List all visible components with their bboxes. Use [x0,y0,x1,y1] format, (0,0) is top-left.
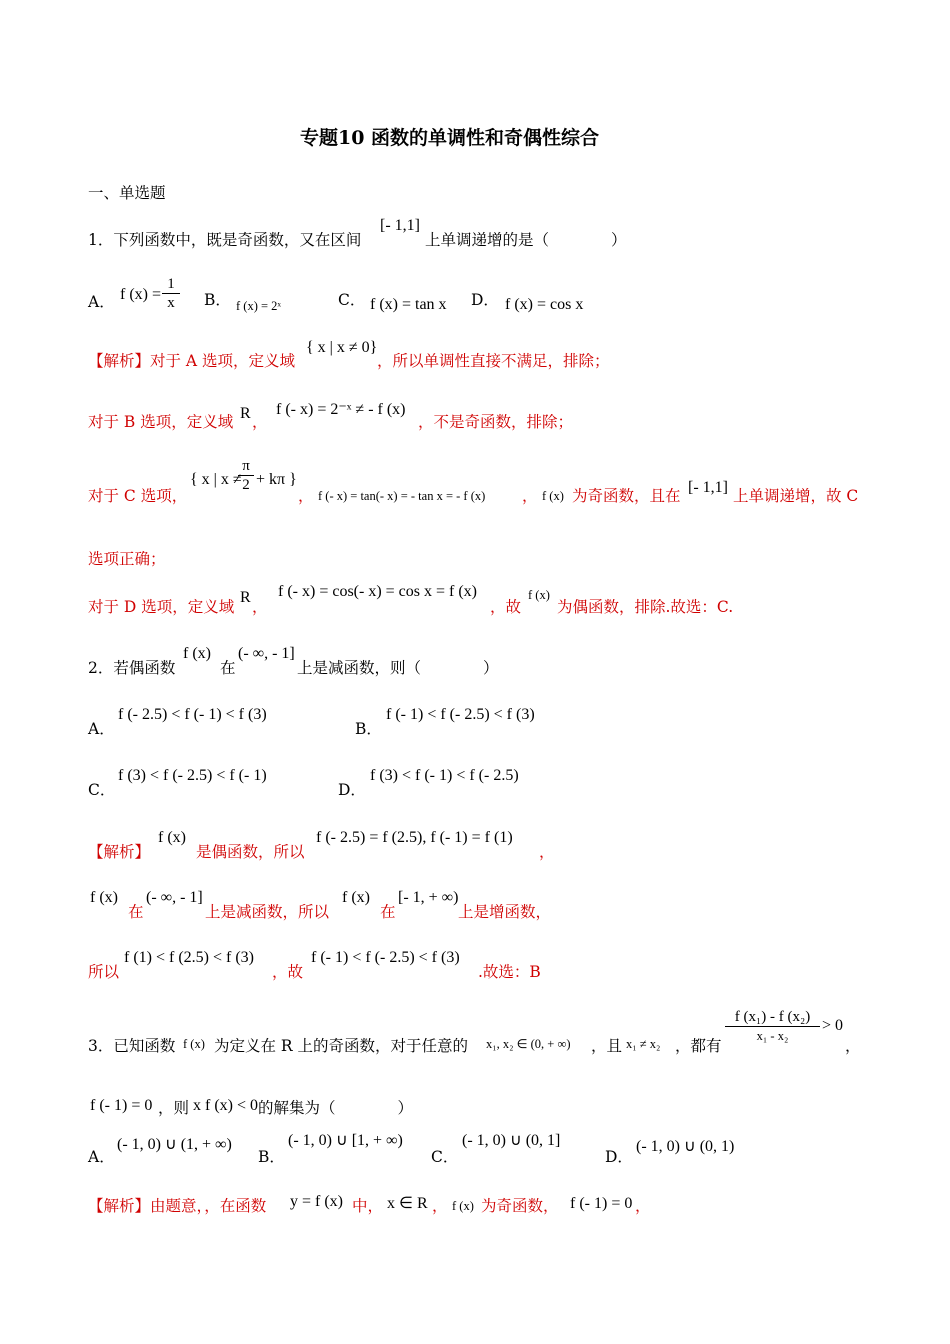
q1-analysis-c-conclusion: 选项正确； [88,550,166,568]
q2-analysis-b-zai: 在 [128,903,144,921]
q1-analysis-c-fx: f (x) [542,489,564,503]
q3-fraction-den: x₁ - x₂ [756,1029,789,1043]
q2-option-c-label: C． [88,781,116,799]
q2-analysis-b-zai2: 在 [380,903,396,921]
q3-analysis-expr2: x ∈ R [387,1195,428,1212]
q1-option-a-label: A． [88,293,115,311]
q2-analysis-tag: 【解析】 [88,843,151,861]
q1-analysis-d: 对于 D 选项，定义域 [88,598,235,616]
q1-analysis-c-pi: π [238,457,254,476]
q3-analysis-expr3: f (- 1) = 0 [570,1195,633,1212]
q1-analysis-c-expr: f (- x) = tan(- x) = - tan x = - f (x) [318,489,486,503]
q1-analysis-b-comma: ， [252,413,268,431]
q2-analysis-fx: f (x) [158,829,186,846]
q1-analysis-d-text: ，故 [490,598,522,616]
q1-analysis-c-comma2: ， [522,487,538,505]
q2-stem: 2．若偶函数 [88,659,176,677]
q3-option-c-label: C． [431,1148,459,1166]
q1-analysis-d-domain: R [240,589,251,606]
q2-analysis-b-interval: (- ∞, - 1] [146,889,203,906]
q3-fx: f (x) [183,1037,205,1051]
q3-option-b-label: B． [258,1148,285,1166]
q1-analysis-a: 对于 A 选项，定义域 [150,352,296,370]
q1-analysis-c-pi-fraction [238,457,254,494]
q2-fx: f (x) [183,645,211,662]
q1-analysis-b-tail: ，不是奇函数，排除； [418,413,574,431]
q2-analysis-c-expr2: f (- 1) < f (- 2.5) < f (3) [311,949,460,966]
q1-stem: 1．下列函数中，既是奇函数，又在区间 [88,231,362,249]
q1-analysis-c-set-left: { x | x ≠ [190,471,242,488]
q1-analysis-b-domain: R [240,405,251,422]
q3-option-b-expr: (- 1, 0) ∪ [1, + ∞) [288,1132,403,1149]
q2-analysis-b-text: 上是减函数，所以 [205,903,330,921]
q2-option-b-expr: f (- 1) < f (- 2.5) < f (3) [386,706,535,723]
q2-interval: (- ∞, - 1] [238,645,295,662]
q3-analysis-b: 中， [352,1197,384,1215]
q2-analysis-a-comma: ， [539,843,555,861]
q2-analysis-c-tail: .故选：B [478,963,541,981]
q1-option-b-label: B． [204,291,231,309]
q1-stem-tail: 上单调递增的是（ ） [425,231,627,249]
q3-condition: f (- 1) = 0 [90,1097,153,1114]
q1-option-a-fraction [162,275,180,312]
q2-option-c-expr: f (3) < f (- 2.5) < f (- 1) [118,767,267,784]
q1-analysis-d-fx: f (x) [528,588,550,602]
q3-vars: x₁, x₂ ∈ (0, + ∞) [486,1037,571,1051]
q1-analysis-c-interval: [- 1,1] [688,479,728,496]
section-heading: 一、单选题 [88,184,166,202]
q3-stem-d: ，都有 [675,1037,722,1055]
q2-analysis-b-fx2: f (x) [342,889,370,906]
q1-option-a-lhs: f (x) = [120,286,162,303]
q1-option-d-expr: f (x) = cos x [505,296,584,313]
q2-option-a-label: A． [88,720,115,738]
q1-option-b-expr: f (x) = 2ˣ [236,299,282,313]
q1-analysis-c: 对于 C 选项， [88,487,188,505]
q1-analysis-d-expr: f (- x) = cos(- x) = cos x = f (x) [278,583,478,600]
q3-line2-text: ，则 [158,1099,190,1117]
q3-gt0: > 0 [822,1017,844,1034]
q3-stem-b: 为定义在 R 上的奇函数，对于任意的 [214,1037,469,1055]
q2-analysis-b-tail: 上是增函数， [458,903,552,921]
q3-option-d-expr: (- 1, 0) ∪ (0, 1) [636,1138,735,1155]
q3-analysis-tag: 【解析】 [88,1197,151,1215]
q1-analysis-c-comma: ， [298,487,314,505]
q1-option-a-num: 1 [162,275,180,294]
q3-option-a-expr: (- 1, 0) ∪ (1, + ∞) [117,1136,232,1153]
q1-analysis-a-tail: ，所以单调性直接不满足，排除； [377,352,610,370]
q1-analysis-c-text: 为奇函数，且在 [572,487,681,505]
q3-analysis-d: 为奇函数， [481,1197,559,1215]
q2-analysis-a: 是偶函数，所以 [196,843,305,861]
q3-comma: ， [845,1037,861,1055]
q2-option-b-label: B． [355,720,382,738]
q3-neq: x₁ ≠ x₂ [626,1037,661,1051]
q1-analysis-tag: 【解析】 [88,352,151,370]
q2-option-d-expr: f (3) < f (- 1) < f (- 2.5) [370,767,519,784]
q3-fraction-num: f (x₁) - f (x₂) [725,1008,820,1027]
q1-analysis-d-comma: ， [252,598,268,616]
q1-analysis-d-tail: 为偶函数，排除.故选：C. [557,598,734,616]
q2-option-d-label: D． [338,781,366,799]
q1-option-a-den: x [167,295,175,311]
q2-analysis-b-interval2: [- 1, + ∞) [398,889,459,906]
q3-line2-tail: 的解集为（ ） [258,1099,414,1117]
q2-analysis-b-fx: f (x) [90,889,118,906]
q1-analysis-c-set-right: + kπ } [256,471,297,488]
q3-option-c-expr: (- 1, 0) ∪ (0, 1] [462,1132,561,1149]
q2-option-a-expr: f (- 2.5) < f (- 1) < f (3) [118,706,267,723]
q3-analysis-expr1: y = f (x) [290,1193,344,1210]
q2-analysis-c-text: ，故 [272,963,304,981]
page-title: 专题10 函数的单调性和奇偶性综合 [300,127,600,149]
q3-stem-c: ，且 [591,1037,623,1055]
q1-interval: [- 1,1] [380,217,420,234]
q2-analysis-a-expr: f (- 2.5) = f (2.5), f (- 1) = f (1) [316,829,513,846]
q2-analysis-c: 所以 [88,963,120,981]
q3-option-a-label: A． [88,1148,115,1166]
q3-analysis-c: ， [432,1197,448,1215]
q3-analysis-a: 由题意，，在函数 [150,1197,267,1215]
q1-analysis-c-tail: 上单调递增，故 C [733,487,859,505]
q3-stem: 3．已知函数 [88,1037,176,1055]
q1-analysis-b-expr: f (- x) = 2⁻ˣ ≠ - f (x) [276,401,406,418]
q2-stem-tail: 上是减函数，则（ ） [297,659,499,677]
q1-option-c-label: C． [338,291,366,309]
q1-option-d-label: D． [471,291,499,309]
q3-analysis-e: ， [635,1197,651,1215]
q2-analysis-c-expr1: f (1) < f (2.5) < f (3) [124,949,254,966]
q1-analysis-a-set: { x | x ≠ 0} [306,339,378,356]
q1-analysis-b: 对于 B 选项，定义域 [88,413,234,431]
q1-analysis-c-two: 2 [242,477,250,493]
q3-analysis-fx: f (x) [452,1199,474,1213]
q2-zai: 在 [220,659,236,677]
q1-option-c-expr: f (x) = tan x [370,296,447,313]
q3-fraction [725,1008,820,1045]
q3-inequality: x f (x) < 0 [193,1097,259,1114]
q3-option-d-label: D． [605,1148,633,1166]
